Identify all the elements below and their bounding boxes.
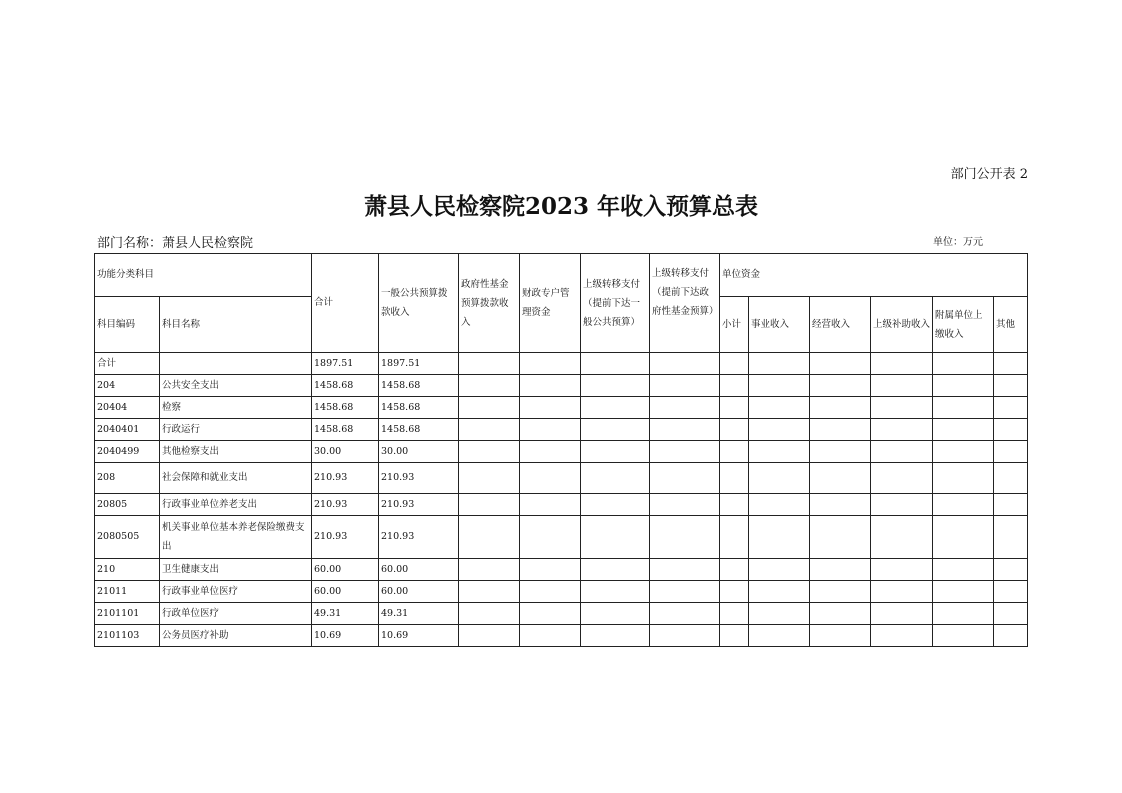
row-code: 20404 xyxy=(95,397,160,419)
header-subtotal: 小计 xyxy=(720,297,749,353)
form-number: 部门公开表 2 xyxy=(950,167,1028,182)
row-general: 1897.51 xyxy=(379,353,459,375)
row-general: 1458.68 xyxy=(379,419,459,441)
row-total: 30.00 xyxy=(312,441,379,463)
row-total: 1458.68 xyxy=(312,419,379,441)
row-general: 210.93 xyxy=(379,463,459,494)
header-name: 科目名称 xyxy=(160,297,312,353)
table-row xyxy=(95,559,1028,581)
table-row xyxy=(95,463,1028,494)
page-title: 萧县人民检察院2023 年收入预算总表 xyxy=(363,193,759,220)
header-unit-funds: 单位资金 xyxy=(720,254,1028,297)
row-general: 10.69 xyxy=(379,625,459,647)
row-total: 60.00 xyxy=(312,559,379,581)
budget-table xyxy=(94,253,1028,647)
row-general: 60.00 xyxy=(379,559,459,581)
row-code: 204 xyxy=(95,375,160,397)
unit-label: 单位：万元 xyxy=(933,237,983,248)
row-total: 1458.68 xyxy=(312,375,379,397)
table-row xyxy=(95,516,1028,559)
row-name: 行政运行 xyxy=(160,419,312,441)
header-superior-subsidy: 上级补助收入 xyxy=(871,297,933,353)
row-name: 公务员医疗补助 xyxy=(160,625,312,647)
header-func-class: 功能分类科目 xyxy=(95,254,312,297)
row-total: 210.93 xyxy=(312,463,379,494)
row-name xyxy=(160,353,312,375)
row-general: 30.00 xyxy=(379,441,459,463)
row-code: 2101101 xyxy=(95,603,160,625)
row-code: 合计 xyxy=(95,353,160,375)
row-general: 210.93 xyxy=(379,516,459,559)
table-row xyxy=(95,353,1028,375)
row-code: 21011 xyxy=(95,581,160,603)
header-row-1 xyxy=(95,254,1028,297)
row-name: 公共安全支出 xyxy=(160,375,312,397)
row-code: 208 xyxy=(95,463,160,494)
row-total: 210.93 xyxy=(312,516,379,559)
header-fiscal-special: 财政专户管理资金 xyxy=(520,254,581,353)
header-affiliated-income: 附属单位上缴收入 xyxy=(933,297,994,353)
header-business-income: 事业收入 xyxy=(749,297,810,353)
row-code: 2040401 xyxy=(95,419,160,441)
row-total: 49.31 xyxy=(312,603,379,625)
row-general: 1458.68 xyxy=(379,375,459,397)
row-general: 210.93 xyxy=(379,494,459,516)
row-total: 60.00 xyxy=(312,581,379,603)
header-transfer-general: 上级转移支付（提前下达一般公共预算） xyxy=(581,254,650,353)
row-general: 49.31 xyxy=(379,603,459,625)
row-code: 2040499 xyxy=(95,441,160,463)
row-total: 10.69 xyxy=(312,625,379,647)
header-code: 科目编码 xyxy=(95,297,160,353)
row-total: 1458.68 xyxy=(312,397,379,419)
header-general-budget: 一般公共预算拨款收入 xyxy=(379,254,459,353)
row-code: 20805 xyxy=(95,494,160,516)
table-row xyxy=(95,603,1028,625)
row-total: 210.93 xyxy=(312,494,379,516)
header-total: 合计 xyxy=(312,254,379,353)
table-row xyxy=(95,441,1028,463)
table-row xyxy=(95,494,1028,516)
row-name: 其他检察支出 xyxy=(160,441,312,463)
header-transfer-fund: 上级转移支付（提前下达政府性基金预算） xyxy=(650,254,720,353)
header-other: 其他 xyxy=(994,297,1028,353)
row-code: 2080505 xyxy=(95,516,160,559)
header-gov-fund: 政府性基金预算拨款收入 xyxy=(459,254,520,353)
row-name: 检察 xyxy=(160,397,312,419)
table-row xyxy=(95,375,1028,397)
table-row xyxy=(95,625,1028,647)
row-code: 2101103 xyxy=(95,625,160,647)
row-name: 机关事业单位基本养老保险缴费支出 xyxy=(160,516,312,559)
row-general: 60.00 xyxy=(379,581,459,603)
row-name: 行政单位医疗 xyxy=(160,603,312,625)
table-row xyxy=(95,397,1028,419)
table-row xyxy=(95,581,1028,603)
row-name: 行政事业单位医疗 xyxy=(160,581,312,603)
row-name: 卫生健康支出 xyxy=(160,559,312,581)
department-name: 部门名称：萧县人民检察院 xyxy=(97,236,254,251)
row-total: 1897.51 xyxy=(312,353,379,375)
row-code: 210 xyxy=(95,559,160,581)
row-general: 1458.68 xyxy=(379,397,459,419)
table-row xyxy=(95,419,1028,441)
row-name: 社会保障和就业支出 xyxy=(160,463,312,494)
header-operating-income: 经营收入 xyxy=(810,297,871,353)
row-name: 行政事业单位养老支出 xyxy=(160,494,312,516)
